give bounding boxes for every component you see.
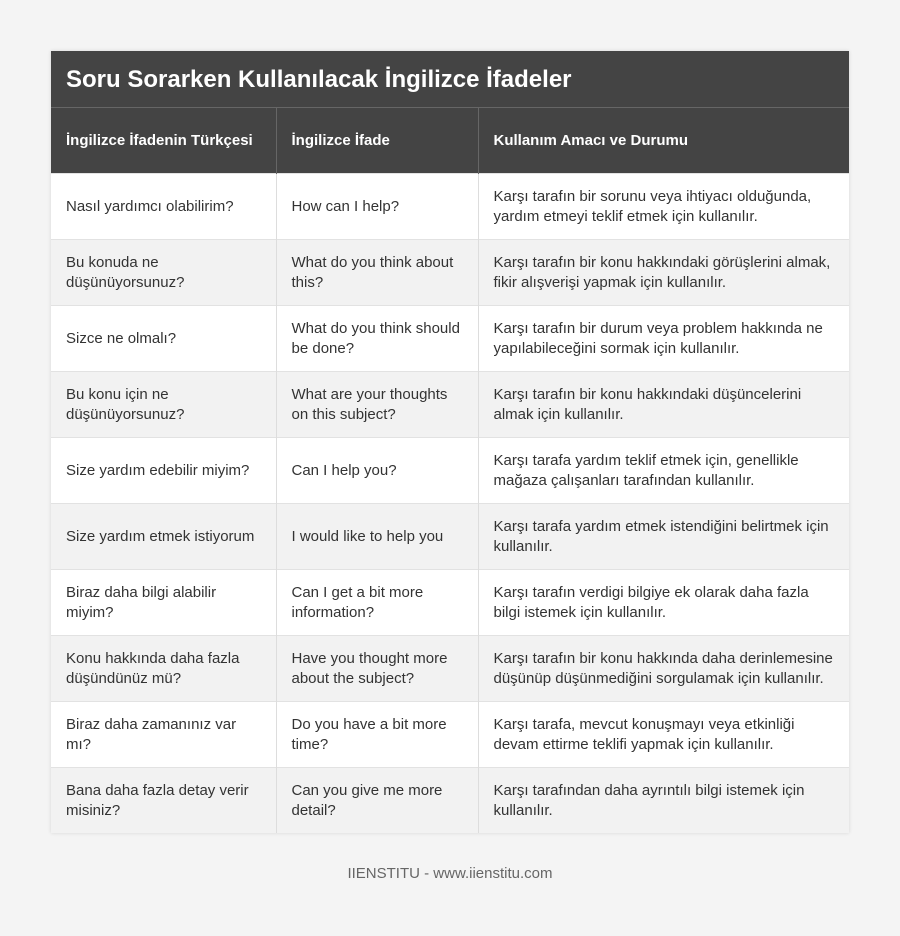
cell-english: Do you have a bit more time? <box>276 702 478 768</box>
cell-usage: Karşı tarafın bir sorunu veya ihtiyacı olduğunda, yardım etmeyi teklif etmek için kullanılır. <box>478 174 849 240</box>
header-turkish: İngilizce İfadenin Türkçesi <box>51 108 276 174</box>
header-row <box>51 108 849 174</box>
header-usage: Kullanım Amacı ve Durumu <box>478 108 849 174</box>
cell-usage: Karşı tarafın bir konu hakkındaki görüşlerini almak, fikir alışverişi yapmak için kullanılır. <box>478 240 849 306</box>
table-row <box>51 768 849 834</box>
cell-turkish: Size yardım edebilir miyim? <box>51 438 276 504</box>
cell-english: What do you think should be done? <box>276 306 478 372</box>
header-english: İngilizce İfade <box>276 108 478 174</box>
cell-usage: Karşı tarafın bir durum veya problem hakkında ne yapılabileceğini sormak için kullanılır. <box>478 306 849 372</box>
cell-usage: Karşı tarafa yardım teklif etmek için, genellikle mağaza çalışanları tarafından kullanılır. <box>478 438 849 504</box>
cell-english: What do you think about this? <box>276 240 478 306</box>
cell-english: I would like to help you <box>276 504 478 570</box>
table-row <box>51 306 849 372</box>
cell-turkish: Konu hakkında daha fazla düşündünüz mü? <box>51 636 276 702</box>
cell-usage: Karşı tarafın verdigi bilgiye ek olarak daha fazla bilgi istemek için kullanılır. <box>478 570 849 636</box>
cell-turkish: Sizce ne olmalı? <box>51 306 276 372</box>
cell-english: How can I help? <box>276 174 478 240</box>
table-title: Soru Sorarken Kullanılacak İngilizce İfadeler <box>51 51 849 108</box>
cell-usage: Karşı tarafından daha ayrıntılı bilgi istemek için kullanılır. <box>478 768 849 834</box>
cell-usage: Karşı tarafa, mevcut konuşmayı veya etkinliği devam ettirme teklifi yapmak için kullanılır. <box>478 702 849 768</box>
table-row <box>51 504 849 570</box>
cell-turkish: Bu konuda ne düşünüyorsunuz? <box>51 240 276 306</box>
cell-turkish: Bana daha fazla detay verir misiniz? <box>51 768 276 834</box>
cell-usage: Karşı tarafın bir konu hakkında daha derinlemesine düşünüp düşünmediğini sorgulamak için kullanılır. <box>478 636 849 702</box>
cell-english: Can I get a bit more information? <box>276 570 478 636</box>
cell-english: What are your thoughts on this subject? <box>276 372 478 438</box>
cell-english: Can you give me more detail? <box>276 768 478 834</box>
phrases-table <box>51 108 849 833</box>
cell-turkish: Bu konu için ne düşünüyorsunuz? <box>51 372 276 438</box>
table-row <box>51 240 849 306</box>
table-row <box>51 702 849 768</box>
phrases-table-card <box>51 51 849 833</box>
cell-english: Have you thought more about the subject? <box>276 636 478 702</box>
cell-turkish: Biraz daha zamanınız var mı? <box>51 702 276 768</box>
table-row <box>51 174 849 240</box>
cell-english: Can I help you? <box>276 438 478 504</box>
footer-credit: IIENSTITU - www.iienstitu.com <box>347 865 553 882</box>
cell-turkish: Nasıl yardımcı olabilirim? <box>51 174 276 240</box>
cell-turkish: Size yardım etmek istiyorum <box>51 504 276 570</box>
cell-turkish: Biraz daha bilgi alabilir miyim? <box>51 570 276 636</box>
cell-usage: Karşı tarafa yardım etmek istendiğini belirtmek için kullanılır. <box>478 504 849 570</box>
table-row <box>51 636 849 702</box>
cell-usage: Karşı tarafın bir konu hakkındaki düşüncelerini almak için kullanılır. <box>478 372 849 438</box>
table-row <box>51 438 849 504</box>
table-row <box>51 570 849 636</box>
table-row <box>51 372 849 438</box>
